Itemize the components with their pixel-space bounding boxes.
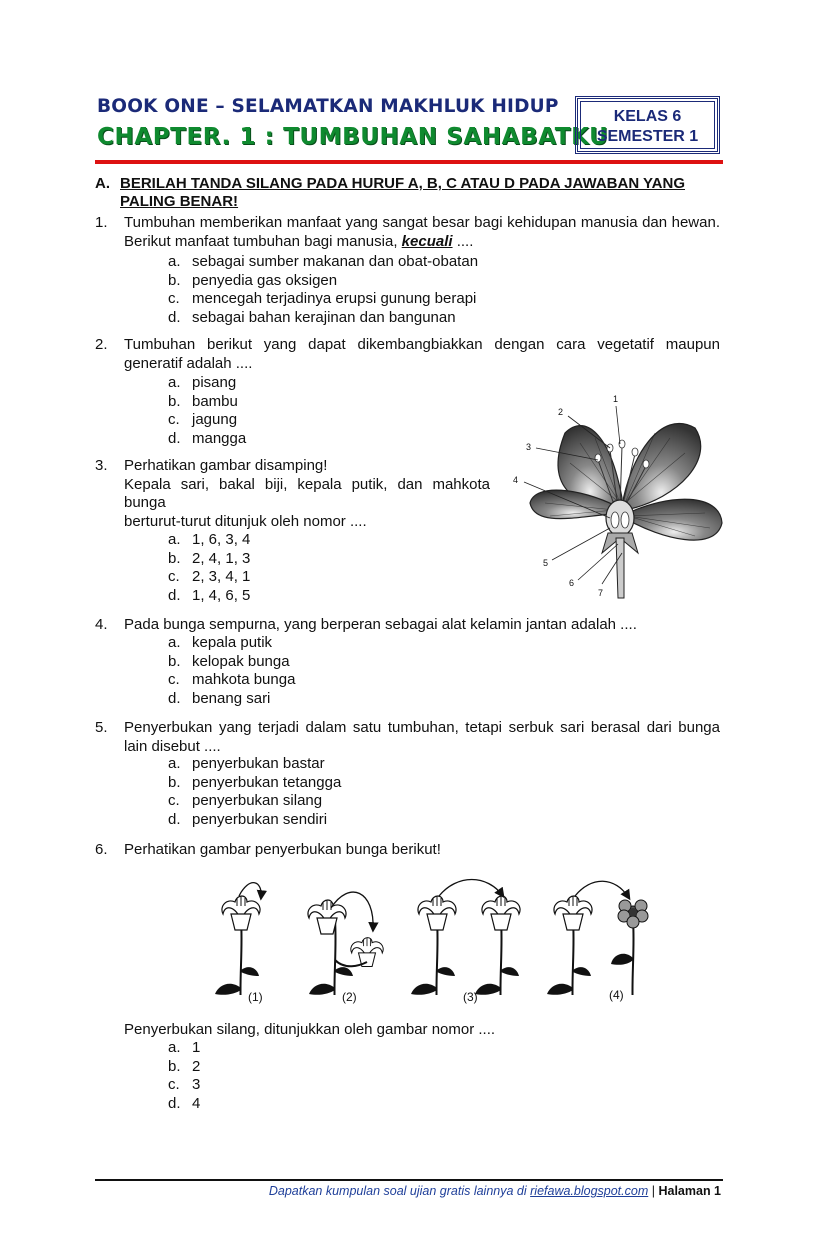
emphasis-word: kecuali xyxy=(401,232,453,250)
option-letter: d. xyxy=(168,689,181,707)
flower-label-3: 3 xyxy=(526,442,532,452)
option-d[interactable] xyxy=(168,430,246,449)
flower-label-4: 4 xyxy=(513,475,519,485)
pollination-caption-3: (3) xyxy=(463,990,478,1004)
option-text: pisang xyxy=(192,374,237,391)
page-footer xyxy=(269,1184,721,1198)
option-letter: a. xyxy=(168,253,181,270)
options-list xyxy=(168,531,250,605)
option-text: 3 xyxy=(192,1076,201,1093)
option-a[interactable] xyxy=(168,1039,200,1058)
option-letter: b. xyxy=(168,549,181,567)
option-text: penyerbukan sendiri xyxy=(192,810,328,828)
options-list xyxy=(168,1039,200,1113)
flower-label-2: 2 xyxy=(558,407,564,417)
option-letter: a. xyxy=(168,755,181,772)
option-text: mangga xyxy=(192,429,247,447)
question-number: 6. xyxy=(95,841,108,858)
option-letter: b. xyxy=(168,773,181,791)
pollination-caption-4: (4) xyxy=(609,988,624,1002)
option-letter: b. xyxy=(168,1057,181,1075)
option-d[interactable] xyxy=(168,811,341,830)
question-stem: Penyerbukan yang terjadi dalam satu tumbuhan, tetapi serbuk sari berasal dari bunga lain disebut .... xyxy=(124,719,720,755)
semester-label: SEMESTER 1 xyxy=(596,128,699,145)
option-letter: d. xyxy=(168,308,181,326)
option-b[interactable] xyxy=(168,1058,200,1077)
option-text: jagung xyxy=(192,411,238,428)
flower-label-5: 5 xyxy=(543,558,549,568)
question-stem-line: berturut-turut ditunjuk oleh nomor .... xyxy=(124,512,367,530)
option-text: kelopak bunga xyxy=(192,652,290,670)
option-text: sebagai bahan kerajinan dan bangunan xyxy=(192,308,456,326)
flower-label-6: 6 xyxy=(569,578,575,588)
option-text: 1, 4, 6, 5 xyxy=(192,586,251,604)
question-stem: Penyerbukan silang, ditunjukkan oleh gambar nomor .... xyxy=(124,1021,496,1038)
option-b[interactable] xyxy=(168,774,341,793)
option-letter: b. xyxy=(168,652,181,670)
option-letter: c. xyxy=(168,411,180,428)
options-list xyxy=(168,634,295,708)
pollination-diagram xyxy=(205,870,665,1010)
option-letter: c. xyxy=(168,568,180,585)
option-text: sebagai sumber makanan dan obat-obatan xyxy=(192,253,479,270)
option-letter: c. xyxy=(168,671,180,688)
options-list xyxy=(168,374,246,448)
option-letter: c. xyxy=(168,290,180,307)
option-text: penyerbukan silang xyxy=(192,792,323,809)
option-b[interactable] xyxy=(168,550,250,569)
option-c[interactable] xyxy=(168,290,478,309)
question-number: 2. xyxy=(95,336,108,353)
option-text: mahkota bunga xyxy=(192,671,296,688)
question-stem-text: Tumbuhan memberikan manfaat yang sangat besar bagi kehidupan manusia dan hewan. Berikut manfaat tumbuhan bagi manusia, xyxy=(124,214,720,250)
flower-diagram xyxy=(510,388,730,600)
option-a[interactable] xyxy=(168,755,341,774)
option-text: 1 xyxy=(192,1039,201,1056)
book-title: BOOK ONE – SELAMATKAN MAKHLUK HIDUP xyxy=(97,96,559,117)
option-letter: a. xyxy=(168,374,181,391)
option-c[interactable] xyxy=(168,568,250,587)
option-letter: d. xyxy=(168,586,181,604)
option-letter: d. xyxy=(168,429,181,447)
question-number: 1. xyxy=(95,214,108,231)
flower-label-1: 1 xyxy=(613,394,619,404)
option-text: 1, 6, 3, 4 xyxy=(192,531,251,548)
question-stem xyxy=(124,214,720,251)
option-letter: a. xyxy=(168,634,181,651)
question-stem-line: bunga xyxy=(124,494,166,511)
page-number: Halaman 1 xyxy=(658,1184,721,1198)
kelas-label: KELAS 6 xyxy=(613,108,682,125)
flower-illustration xyxy=(510,388,730,600)
section-instruction-text: BERILAH TANDA SILANG PADA HURUF A, B, C ATAU D PADA JAWABAN YANG PALING BENAR! xyxy=(120,175,686,210)
question-stem-ellipsis: .... xyxy=(456,232,474,250)
footer-promo: Dapatkan kumpulan soal ujian gratis lainnya di xyxy=(268,1184,527,1198)
pollination-illustration xyxy=(205,870,665,995)
header-divider xyxy=(95,160,723,164)
option-c[interactable] xyxy=(168,411,246,430)
section-letter: A. xyxy=(95,175,110,192)
question-stem: Pada bunga sempurna, yang berperan sebagai alat kelamin jantan adalah .... xyxy=(124,616,637,633)
question-number: 4. xyxy=(95,616,108,633)
option-text: 2, 3, 4, 1 xyxy=(192,568,251,585)
option-d[interactable] xyxy=(168,309,478,328)
option-letter: d. xyxy=(168,1094,181,1112)
pollination-caption-2: (2) xyxy=(342,990,357,1004)
question-number: 5. xyxy=(95,719,108,736)
option-text: 4 xyxy=(192,1094,201,1112)
option-letter: a. xyxy=(168,531,181,548)
option-text: mencegah terjadinya erupsi gunung berapi xyxy=(192,290,477,307)
option-text: bambu xyxy=(192,392,238,410)
option-a[interactable] xyxy=(168,374,246,393)
option-a[interactable] xyxy=(168,531,250,550)
option-text: penyerbukan bastar xyxy=(192,755,325,772)
option-text: penyerbukan tetangga xyxy=(192,773,342,791)
option-letter: c. xyxy=(168,792,180,809)
flower-label-7: 7 xyxy=(598,588,604,598)
question-stem-line: Kepala sari, bakal biji, kepala putik, dan mahkota xyxy=(124,475,490,493)
option-c[interactable] xyxy=(168,671,295,690)
option-b[interactable] xyxy=(168,393,246,412)
option-text: penyedia gas oksigen xyxy=(192,271,338,289)
class-semester-box xyxy=(575,96,720,154)
question-stem: Perhatikan gambar penyerbukan bunga berikut! xyxy=(124,841,441,858)
question-stem-line: Perhatikan gambar disamping! xyxy=(124,457,328,474)
option-a[interactable] xyxy=(168,253,478,272)
option-letter: a. xyxy=(168,1039,181,1056)
option-letter: d. xyxy=(168,810,181,828)
question-stem: Tumbuhan berikut yang dapat dikembangbiakkan dengan cara vegetatif maupun generatif adalah .... xyxy=(124,336,720,372)
options-list xyxy=(168,253,478,327)
footer-divider xyxy=(95,1179,723,1181)
footer-separator: | xyxy=(651,1184,655,1198)
option-text: 2 xyxy=(192,1057,201,1075)
option-c[interactable] xyxy=(168,792,341,811)
option-d[interactable] xyxy=(168,690,295,709)
option-b[interactable] xyxy=(168,272,478,291)
option-letter: c. xyxy=(168,1076,180,1093)
options-list xyxy=(168,755,341,829)
page-header xyxy=(95,96,721,158)
option-letter: b. xyxy=(168,392,181,410)
option-b[interactable] xyxy=(168,653,295,672)
option-letter: b. xyxy=(168,271,181,289)
option-text: 2, 4, 1, 3 xyxy=(192,549,251,567)
footer-link[interactable]: riefawa.blogspot.com xyxy=(530,1184,649,1198)
option-text: kepala putik xyxy=(192,634,273,651)
option-d[interactable] xyxy=(168,587,250,606)
option-text: benang sari xyxy=(192,689,271,707)
option-d[interactable] xyxy=(168,1095,200,1114)
chapter-title: CHAPTER. 1 : TUMBUHAN SAHABATKU xyxy=(97,124,609,150)
petal xyxy=(622,423,701,510)
question-stem xyxy=(124,457,490,531)
option-a[interactable] xyxy=(168,634,295,653)
question-number: 3. xyxy=(95,457,108,474)
pollination-caption-1: (1) xyxy=(248,990,263,1004)
option-c[interactable] xyxy=(168,1076,200,1095)
